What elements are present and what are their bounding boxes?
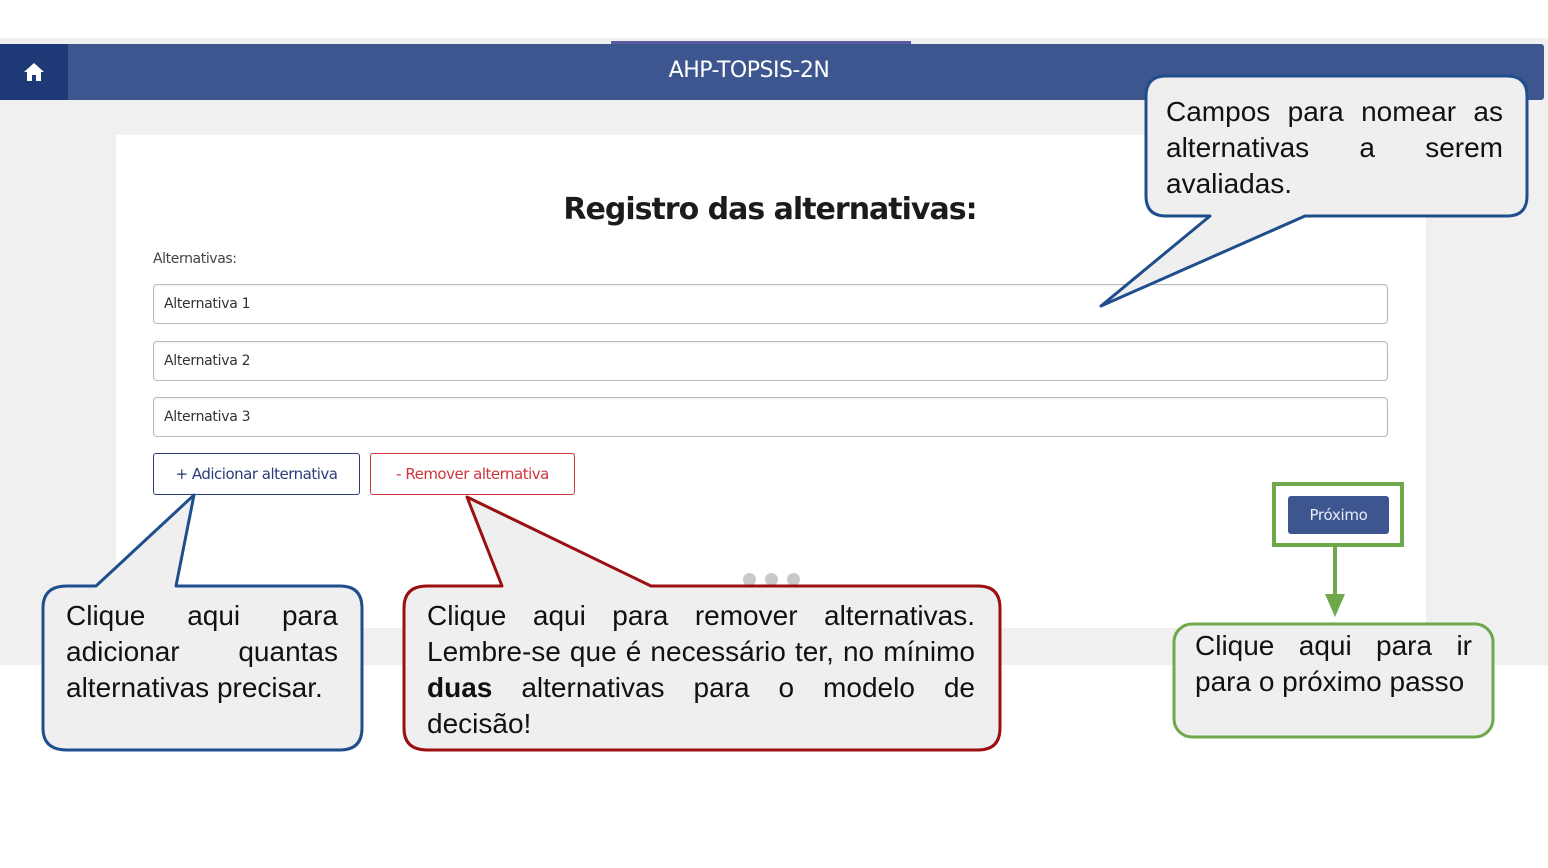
page-heading: Registro das alternativas:: [563, 192, 977, 227]
remove-alternative-button[interactable]: - Remover alternativa: [370, 453, 575, 495]
alternatives-label: Alternativas:: [153, 251, 237, 267]
callout-remove-bold: duas: [427, 672, 493, 703]
callout-add-text: Clique aqui para adicionar quantas alternativas precisar.: [66, 600, 338, 703]
callout-fields-text: Campos para nomear as alternativas a serem avaliadas.: [1166, 96, 1503, 199]
next-button[interactable]: Próximo: [1288, 496, 1389, 534]
add-alternative-button[interactable]: + Adicionar alternativa: [153, 453, 360, 495]
callout-remove-text-2: alternativas para o modelo de decisão!: [427, 672, 976, 739]
next-arrow-head: [1325, 594, 1345, 617]
callout-remove-text: [427, 598, 975, 742]
callout-next-text: Clique aqui para ir para o próximo passo: [1195, 630, 1472, 697]
app-title: AHP-TOPSIS-2N: [668, 58, 830, 83]
callout-remove-text-1: Clique aqui para remover alternativas. Lembre-se que é necessário ter, no mínimo: [427, 600, 975, 667]
